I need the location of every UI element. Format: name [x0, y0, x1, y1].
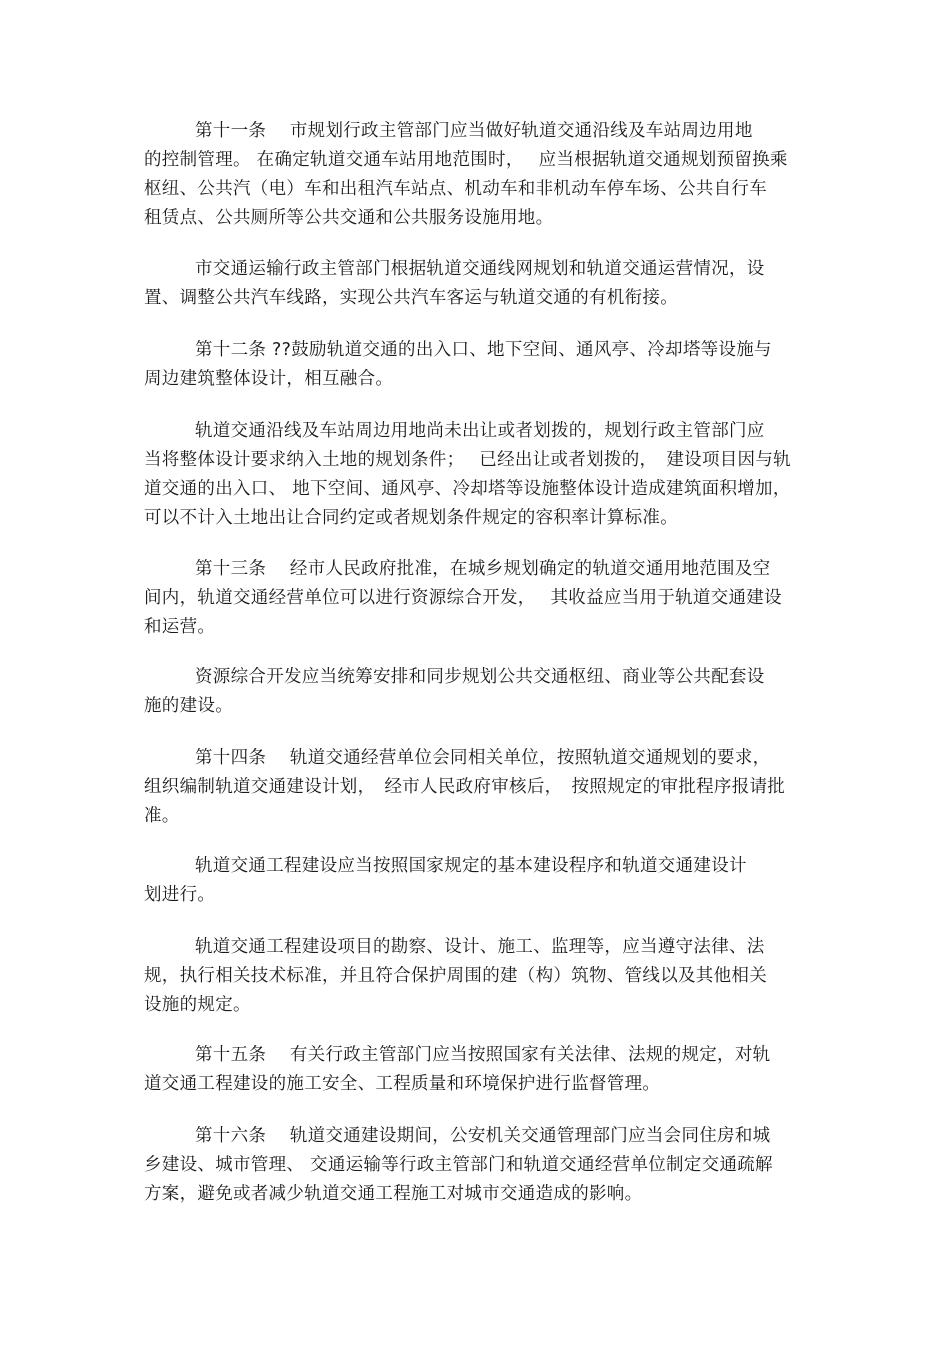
- text-line: 划进行。: [144, 885, 216, 905]
- text-line: 市交通运输行政主管部门根据轨道交通线网规划和轨道交通运营情况，设: [195, 259, 765, 279]
- text-line: 置、调整公共汽车线路，实现公共汽车客运与轨道交通的有机衔接。: [144, 288, 678, 308]
- text-line: 和运营。: [144, 617, 216, 637]
- text-line: 轨道交通沿线及车站周边用地尚未出让或者划拨的，规划行政主管部门应: [195, 421, 765, 441]
- text-line: 第十六条 轨道交通建设期间，公安机关交通管理部门应当会同住房和城: [195, 1126, 771, 1146]
- text-line: 轨道交通工程建设应当按照国家规定的基本建设程序和轨道交通建设计: [195, 856, 747, 876]
- text-line: 枢纽、公共汽（电）车和出租汽车站点、机动车和非机动车停车场、公共自行车: [144, 179, 767, 199]
- text-line: 道交通的出入口、 地下空间、通风亭、冷却塔等设施整体设计造成建筑面积增加，: [144, 479, 791, 499]
- text-line: 准。: [144, 806, 180, 826]
- text-line: 间内，轨道交通经营单位可以进行资源综合开发， 其收益应当用于轨道交通建设: [144, 588, 782, 608]
- text-line: 规，执行相关技术标准，并且符合保护周围的建（构）筑物、管线以及其他相关: [144, 966, 767, 986]
- text-line: 第十三条 经市人民政府批准，在城乡规划确定的轨道交通用地范围及空: [195, 559, 771, 579]
- text-line: 周边建筑整体设计，相互融合。: [144, 369, 394, 389]
- text-line: 组织编制轨道交通建设计划， 经市人民政府审核后， 按照规定的审批程序报请批: [144, 777, 786, 797]
- text-line: 的控制管理。 在确定轨道交通车站用地范围时， 应当根据轨道交通规划预留换乘: [144, 150, 788, 170]
- text-line: 道交通工程建设的施工安全、工程质量和环境保护进行监督管理。: [144, 1074, 661, 1094]
- text-line: 可以不计入土地出让合同约定或者规划条件规定的容积率计算标准。: [144, 508, 678, 528]
- text-line: 设施的规定。: [144, 995, 251, 1015]
- text-line: 当将整体设计要求纳入土地的规划条件； 已经出让或者划拨的， 建设项目因与轨: [144, 450, 791, 470]
- text-line: 资源综合开发应当统筹安排和同步规划公共交通枢纽、商业等公共配套设: [195, 667, 765, 687]
- text-line: 租赁点、公共厕所等公共交通和公共服务设施用地。: [144, 208, 554, 228]
- text-line: 施的建设。: [144, 696, 233, 716]
- text-line: 方案，避免或者减少轨道交通工程施工对城市交通造成的影响。: [144, 1184, 643, 1204]
- text-line: 第十五条 有关行政主管部门应当按照国家有关法律、法规的规定，对轨: [195, 1045, 771, 1065]
- text-line: 轨道交通工程建设项目的勘察、设计、施工、监理等，应当遵守法律、法: [195, 937, 765, 957]
- text-line: 第十二条 ??鼓励轨道交通的出入口、地下空间、通风亭、冷却塔等设施与: [195, 340, 772, 360]
- text-line: 第十四条 轨道交通经营单位会同相关单位，按照轨道交通规划的要求，: [195, 748, 771, 768]
- text-line: 乡建设、城市管理、 交通运输等行政主管部门和轨道交通经营单位制定交通疏解: [144, 1155, 773, 1175]
- text-line: 第十一条 市规划行政主管部门应当做好轨道交通沿线及车站周边用地: [195, 121, 753, 141]
